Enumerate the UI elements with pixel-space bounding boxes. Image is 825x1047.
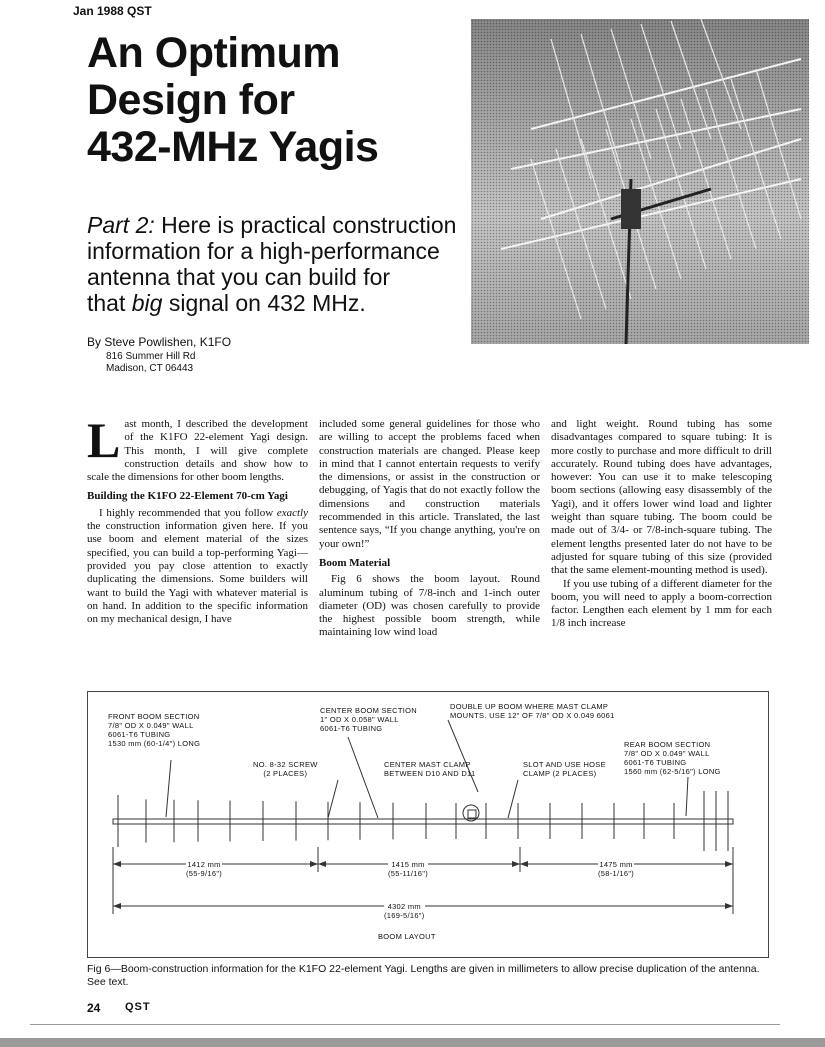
- col1-paragraph-1: ast month, I described the development of the K1FO 22-element Yagi design. This month, I will give complete construction details and show how to scale the dimensions for other boom lengths.: [87, 418, 308, 484]
- section-heading-building: Building the K1FO 22-Element 70-cm Yagi: [87, 490, 288, 503]
- subtitle-line-3: antenna that you can build for: [87, 264, 391, 290]
- antenna-photo: [471, 19, 809, 344]
- text-column-1: [87, 412, 308, 626]
- qst-logo: QST: [125, 1001, 151, 1013]
- col2-paragraph-2: Fig 6 shows the boom layout. Round aluminum tubing of 7/8-inch and 1-inch outer diameter (OD) was chosen carefully to provide the highest possible boom strength, while maintaining low wind load: [319, 573, 540, 639]
- text-column-3: [551, 418, 772, 631]
- col1-emphasis: exactly: [276, 506, 308, 519]
- page-number: 24: [87, 1001, 101, 1015]
- figure-caption: Fig 6—Boom-construction information for the K1FO 22-element Yagi. Lengths are given in millimeters to allow precise duplication of the antenna. See text.: [87, 963, 760, 988]
- address-line-1: 816 Summer Hill Rd: [106, 351, 196, 362]
- bottom-bar: [0, 1038, 825, 1047]
- dim-rear: 1475 mm (58-1/16"): [598, 860, 635, 878]
- drop-cap: L: [87, 412, 121, 468]
- col1-paragraph-2c: the construction information given here. If you use boom and element material of the sizes specified, you can build a top-performing Yagi—provided you pay close attention to exactly duplicating the dimensions. Some builders will want to build the Yagi with whatever material is on hand. In addition to the specific information on my mechanical design, I have: [87, 520, 308, 626]
- boom-layout-title: BOOM LAYOUT: [378, 932, 436, 941]
- subtitle-line-4a: that: [87, 290, 132, 316]
- title-line-1: An Optimum: [87, 29, 340, 77]
- subtitle-line-4c: signal on 432 MHz.: [162, 290, 366, 316]
- address-line-2: Madison, CT 06443: [106, 363, 194, 374]
- text-column-2: [319, 418, 540, 640]
- rear-boom-label: REAR BOOM SECTION 7/8" OD X 0.049" WALL 6061-T6 TUBING 1560 mm (62-5/16") LONG: [624, 740, 721, 776]
- col1-paragraph-2a: I highly recommended that you follow: [99, 506, 277, 519]
- title-line-2: Design for: [87, 76, 295, 124]
- boom-tube: [113, 819, 733, 824]
- center-boom-label: CENTER BOOM SECTION 1" OD X 0.058" WALL 6061-T6 TUBING: [320, 706, 417, 733]
- double-up-label: DOUBLE UP BOOM WHERE MAST CLAMP MOUNTS. USE 12" OF 7/8" OD X 0.049 6061: [450, 702, 615, 720]
- section-heading-boom-material: Boom Material: [319, 556, 391, 569]
- author-byline: By Steve Powlishen, K1FO: [87, 335, 232, 349]
- subtitle-line-2: information for a high-performance: [87, 238, 440, 264]
- mast-clamp-label: CENTER MAST CLAMP BETWEEN D10 AND D11: [384, 760, 476, 778]
- screw-label: NO. 8-32 SCREW (2 PLACES): [253, 760, 318, 778]
- subtitle-emphasis: big: [131, 290, 163, 316]
- col2-paragraph-1: included some general guidelines for those who are willing to accept the problems faced when construction materials are changed. Please keep in mind that I cannot entertain requests to verify the dimensions, or assist in the construction or debugging, of Yagis that do not exactly follow the dimensions and construction materials recommended in this article. Translated, the last sentence says, “If you change anything, you're on your own!”: [319, 418, 540, 550]
- dim-total: 4302 mm (169-5/16"): [384, 902, 425, 920]
- dim-front: 1412 mm (55-9/16"): [186, 860, 223, 878]
- issue-header: Jan 1988 QST: [73, 4, 152, 18]
- front-boom-label: FRONT BOOM SECTION 7/8" OD X 0.049" WALL 6061-T6 TUBING 1530 mm (60-1/4") LONG: [108, 712, 201, 748]
- boom-layout-figure: [87, 691, 769, 958]
- col3-paragraph-2: If you use tubing of a different diameter for the boom, you will need to apply a boom-correction factor. Lengthen each element by 1 mm for each 1/8 inch increase: [551, 577, 772, 630]
- yagi-elements: [118, 791, 728, 851]
- subtitle-part: Part 2:: [87, 212, 155, 238]
- dim-center: 1415 mm (55-11/16"): [388, 860, 429, 878]
- title-line-3: 432-MHz Yagis: [87, 123, 379, 171]
- article-title: [87, 30, 467, 171]
- col3-paragraph-1: and light weight. Round tubing has some disadvantages compared to square tubing: It is more costly to purchase and more difficult to drill accurately. Round tubing does have advantages, however: You can use it to make telescoping boom sections (allowing easy disassembly of the Yagi), and it offers lower wind load and lighter weight than square tubing. The boom could be made out of 3/4- or 7/8-inch-square tubing. The element lengths presented later do not have to be adjusted for square tubing of this size (provided that the same element-mounting method is used).: [551, 418, 772, 577]
- author-address: [106, 351, 195, 375]
- article-subtitle: [87, 212, 467, 316]
- slot-label: SLOT AND USE HOSE CLAMP (2 PLACES): [523, 760, 606, 778]
- subtitle-line-1: Here is practical construction: [154, 212, 457, 238]
- footer-rule: [30, 1024, 780, 1025]
